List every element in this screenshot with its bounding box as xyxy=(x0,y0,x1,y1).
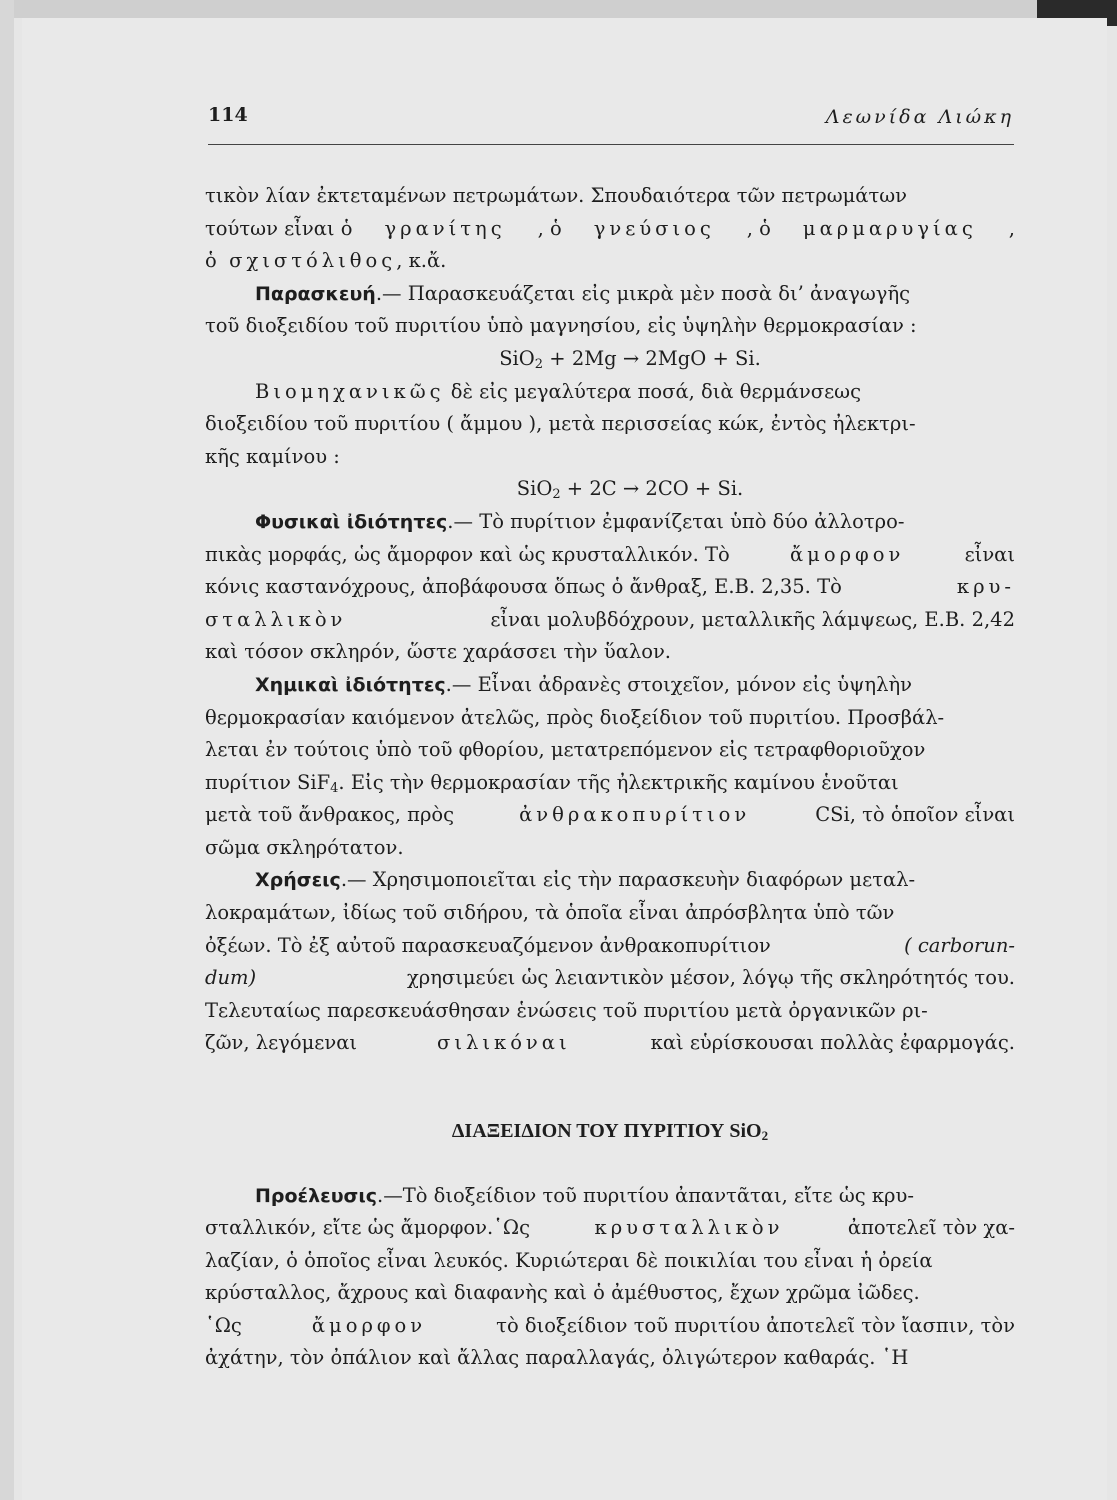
text-line: ἀχάτην, τὸν ὀπάλιον καὶ ἄλλας παραλλαγάς, ὀλιγώτερον καθαράς. ῾Η xyxy=(205,1346,909,1370)
text-line: τούτων εἶναι ὁ γρανίτης , ὁ γνεύσιος , ὁ μαρμαρυγίας , xyxy=(205,216,1015,240)
text-line: μετὰ τοῦ ἄνθρακος, πρὸς ἀνθρακοπυρίτιον CSi, τὸ ὁποῖον εἶναι xyxy=(205,803,1015,827)
text-line: Βιομηχανικῶς δὲ εἰς μεγαλύτερα ποσά, διὰ θερμάνσεως xyxy=(255,379,862,403)
equation-1: SiO$_2$ + 2Mg → 2MgO + Si. xyxy=(499,346,761,372)
scan-top-edge xyxy=(0,0,1117,18)
text-line: Τελευταίως παρεσκευάσθησαν ἑνώσεις τοῦ πυριτίου μετὰ ὀργανικῶν ρι- xyxy=(205,998,928,1022)
heading-physical: Φυσικαὶ ἰδιότητες xyxy=(255,510,448,533)
text-line: κρύσταλλος, ἄχρους καὶ διαφανὴς καὶ ὁ ἀμέθυστος, ἔχων χρῶμα ἰῶδες. xyxy=(205,1281,920,1305)
text-line: καὶ τόσον σκληρόν, ὥστε χαράσσει τὴν ὕαλον. xyxy=(205,640,672,664)
text-line: λεται ἐν τούτοις ὑπὸ τοῦ φθορίου, μετατρεπόμενον εἰς τετραφθοριοῦχον xyxy=(205,738,926,762)
text-line: ῾Ως ἄμορφον τὸ διοξείδιον τοῦ πυριτίου ἀποτελεῖ τὸν ἴασπιν, τὸν xyxy=(205,1313,1015,1337)
text-line: πυρίτιον SiF$_4$. Εἰς τὴν θερμοκρασίαν τῆς ἠλεκτρικῆς καμίνου ἑνοῦται xyxy=(205,770,899,796)
paragraph-uses: Χρήσεις.— Χρησιμοποιεῖται εἰς τὴν παρασκευὴν διαφόρων μεταλ- xyxy=(255,868,916,892)
equation-2: SiO$_2$ + 2C → 2CO + Si. xyxy=(516,477,744,503)
text-line: σταλλικόν, εἴτε ὡς ἄμορφον.῾Ως κρυσταλλικὸν ἀποτελεῖ τὸν χα- xyxy=(205,1216,1015,1240)
page-number: 114 xyxy=(208,104,248,126)
section-text xyxy=(205,1180,1015,1374)
paragraph-chemical: Χημικαὶ ἰδιότητες.— Εἶναι ἀδρανὲς στοιχεῖον, μόνον εἰς ὑψηλὴν xyxy=(255,672,912,696)
text-line: ζῶν, λεγόμεναι σιλικόναι καὶ εὑρίσκουσαι πολλὰς ἐφαρμογάς. xyxy=(205,1031,1015,1055)
heading-preparation: Παρασκευή xyxy=(255,282,376,305)
text-line: λαζίαν, ὁ ὁποῖος εἶναι λευκός. Κυριώτεραι δὲ ποικιλίαι του εἶναι ἡ ὀρεία xyxy=(205,1248,933,1272)
text-line: τοῦ διοξειδίου τοῦ πυριτίου ὑπὸ μαγνησίου, εἰς ὑψηλὴν θερμοκρασίαν : xyxy=(205,314,917,338)
text-line: θερμοκρασίαν καιόμενον ἀτελῶς, πρὸς διοξείδιον τοῦ πυριτίου. Προσβάλ- xyxy=(205,705,945,729)
paragraph-origin: Προέλευσις.—Τὸ διοξείδιον τοῦ πυριτίου ἀπαντᾶται, εἴτε ὡς κρυ- xyxy=(255,1184,914,1207)
text-line: ὁ σχιστόλιθος , κ.ἄ. xyxy=(205,249,447,273)
heading-uses: Χρήσεις xyxy=(255,869,341,892)
text-line: λοκραμάτων, ἰδίως τοῦ σιδήρου, τὰ ὁποῖα εἶναι ἀπρόσβλητα ὑπὸ τῶν xyxy=(205,901,895,925)
heading-chemical: Χημικαὶ ἰδιότητες xyxy=(255,673,446,696)
text-line: κόνις καστανόχρους, ἀποβάφουσα ὅπως ὁ ἄνθραξ, Ε.Β. 2,35. Τὸ κρυ- xyxy=(205,575,1015,599)
main-text xyxy=(205,180,1015,1060)
running-head: Λεωνίδα Λιώκη xyxy=(825,106,1014,128)
text-line: διοξειδίου τοῦ πυριτίου ( ἄμμου ), μετὰ περισσείας κώκ, ἐντὸς ἠλεκτρι- xyxy=(205,412,916,436)
paragraph-physical: Φυσικαὶ ἰδιότητες.— Τὸ πυρίτιον ἐμφανίζεται ὑπὸ δύο ἀλλοτρο- xyxy=(255,509,905,533)
text-line: κῆς καμίνου : xyxy=(205,444,340,468)
paragraph-preparation: Παρασκευή.— Παρασκευάζεται εἰς μικρὰ μὲν ποσὰ δι’ ἀναγωγῆς xyxy=(255,281,911,305)
text-line: σταλλικὸν εἶναι μολυβδόχρουν, μεταλλικῆς λάμψεως, Ε.Β. 2,42 xyxy=(205,607,1015,631)
text-line: dum) χρησιμεύει ὡς λειαντικὸν μέσον, λόγῳ τῆς σκληρότητός του. xyxy=(205,966,1015,990)
scan-left-edge xyxy=(0,0,14,1500)
heading-origin: Προέλευσις xyxy=(255,1185,378,1207)
text-line: πικὰς μορφάς, ὡς ἄμορφον καὶ ὡς κρυσταλλικόν. Τὸ ἄμορφον εἶναι xyxy=(205,542,1015,566)
text-line: τικὸν λίαν ἐκτεταμένων πετρωμάτων. Σπουδαιότερα τῶν πετρωμάτων xyxy=(205,184,907,207)
text-line: σῶμα σκληρότατον. xyxy=(205,835,404,859)
page-header xyxy=(208,104,1014,145)
section-title: ΔΙΑΞΕΙΔΙΟΝ ΤΟΥ ΠΥΡΙΤΙΟΥ SiO$_2$ xyxy=(451,1120,769,1143)
text-line: ὀξέων. Τὸ ἐξ αὐτοῦ παρασκευαζόμενον ἀνθρακοπυρίτιον ( carborun- xyxy=(205,933,1015,957)
